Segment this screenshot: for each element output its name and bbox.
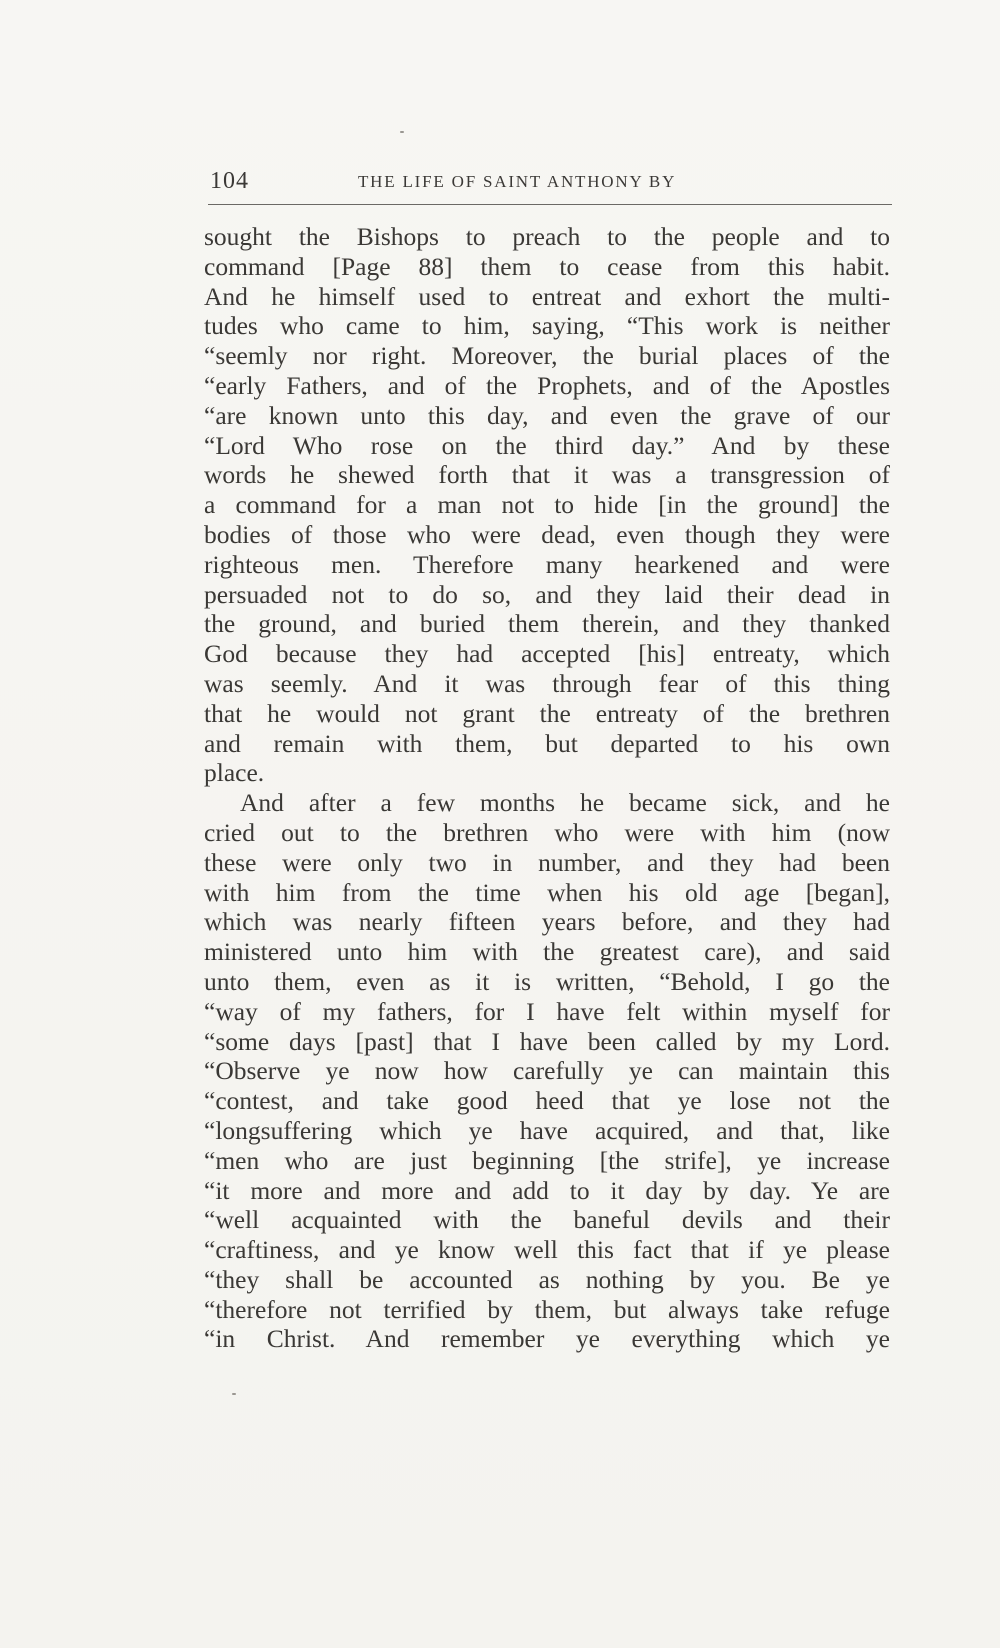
text-line: “contest, and take good heed that ye lose not the <box>204 1086 890 1116</box>
text-line: “it more and more and add to it day by day. Ye are <box>204 1175 890 1205</box>
text-line: “craftiness, and ye know well this fact that if ye please <box>204 1235 890 1265</box>
text-line: “well acquainted with the baneful devils and their <box>204 1205 890 1235</box>
text-line: command [Page 88] them to cease from this habit. <box>204 251 890 281</box>
text-line: ministered unto him with the greatest care), and said <box>204 937 890 967</box>
text-line: was seemly. And it was through fear of this thing <box>204 668 890 698</box>
paragraph-start-line: And after a few months he became sick, and he <box>240 788 890 818</box>
text-line: which was nearly fifteen years before, and they had <box>204 907 890 937</box>
text-line: “some days [past] that I have been called by my Lord. <box>204 1026 890 1056</box>
paragraph-end-line: place. <box>204 758 265 788</box>
paper-speck <box>400 131 404 133</box>
text-line: “seemly nor right. Moreover, the burial places of the <box>204 341 890 371</box>
text-line: these were only two in number, and they had been <box>204 847 890 877</box>
text-line: tudes who came to him, saying, “This work is neither <box>204 311 890 341</box>
text-line: a command for a man not to hide [in the ground] the <box>204 490 890 520</box>
running-title: THE LIFE OF SAINT ANTHONY BY <box>358 172 677 191</box>
text-line: “they shall be accounted as nothing by you. Be ye <box>204 1264 890 1294</box>
text-line: and remain with them, but departed to his own <box>204 728 890 758</box>
text-line: sought the Bishops to preach to the people and to <box>204 222 890 251</box>
paper-speck <box>232 1393 236 1395</box>
text-line: “in Christ. And remember ye everything which ye <box>204 1324 890 1354</box>
text-line: that he would not grant the entreaty of the brethren <box>204 698 890 728</box>
page-number: 104 <box>210 168 249 194</box>
text-line: righteous men. Therefore many hearkened and were <box>204 549 890 579</box>
running-head <box>208 166 892 205</box>
text-line: unto them, even as it is written, “Behold, I go the <box>204 966 890 996</box>
text-line: “men who are just beginning [the strife], ye increase <box>204 1145 890 1175</box>
text-line: words he shewed forth that it was a transgression of <box>204 460 890 490</box>
body-text <box>204 222 890 1354</box>
text-line: the ground, and buried them therein, and they thanked <box>204 609 890 639</box>
text-line: persuaded not to do so, and they laid their dead in <box>204 579 890 609</box>
text-line: “way of my fathers, for I have felt within myself for <box>204 996 890 1026</box>
text-line: with him from the time when his old age [began], <box>204 877 890 907</box>
text-line: “early Fathers, and of the Prophets, and of the Apostles <box>204 370 890 400</box>
text-line: “therefore not terrified by them, but always take refuge <box>204 1294 890 1324</box>
text-line: “Observe ye now how carefully ye can maintain this <box>204 1056 890 1086</box>
text-line: “Lord Who rose on the third day.” And by these <box>204 430 890 460</box>
text-line: And he himself used to entreat and exhort the multi- <box>204 281 890 311</box>
text-line: “longsuffering which ye have acquired, and that, like <box>204 1115 890 1145</box>
text-line: “are known unto this day, and even the grave of our <box>204 400 890 430</box>
text-line: cried out to the brethren who were with him (now <box>204 817 890 847</box>
text-line: God because they had accepted [his] entreaty, which <box>204 639 890 669</box>
text-line: bodies of those who were dead, even though they were <box>204 519 890 549</box>
